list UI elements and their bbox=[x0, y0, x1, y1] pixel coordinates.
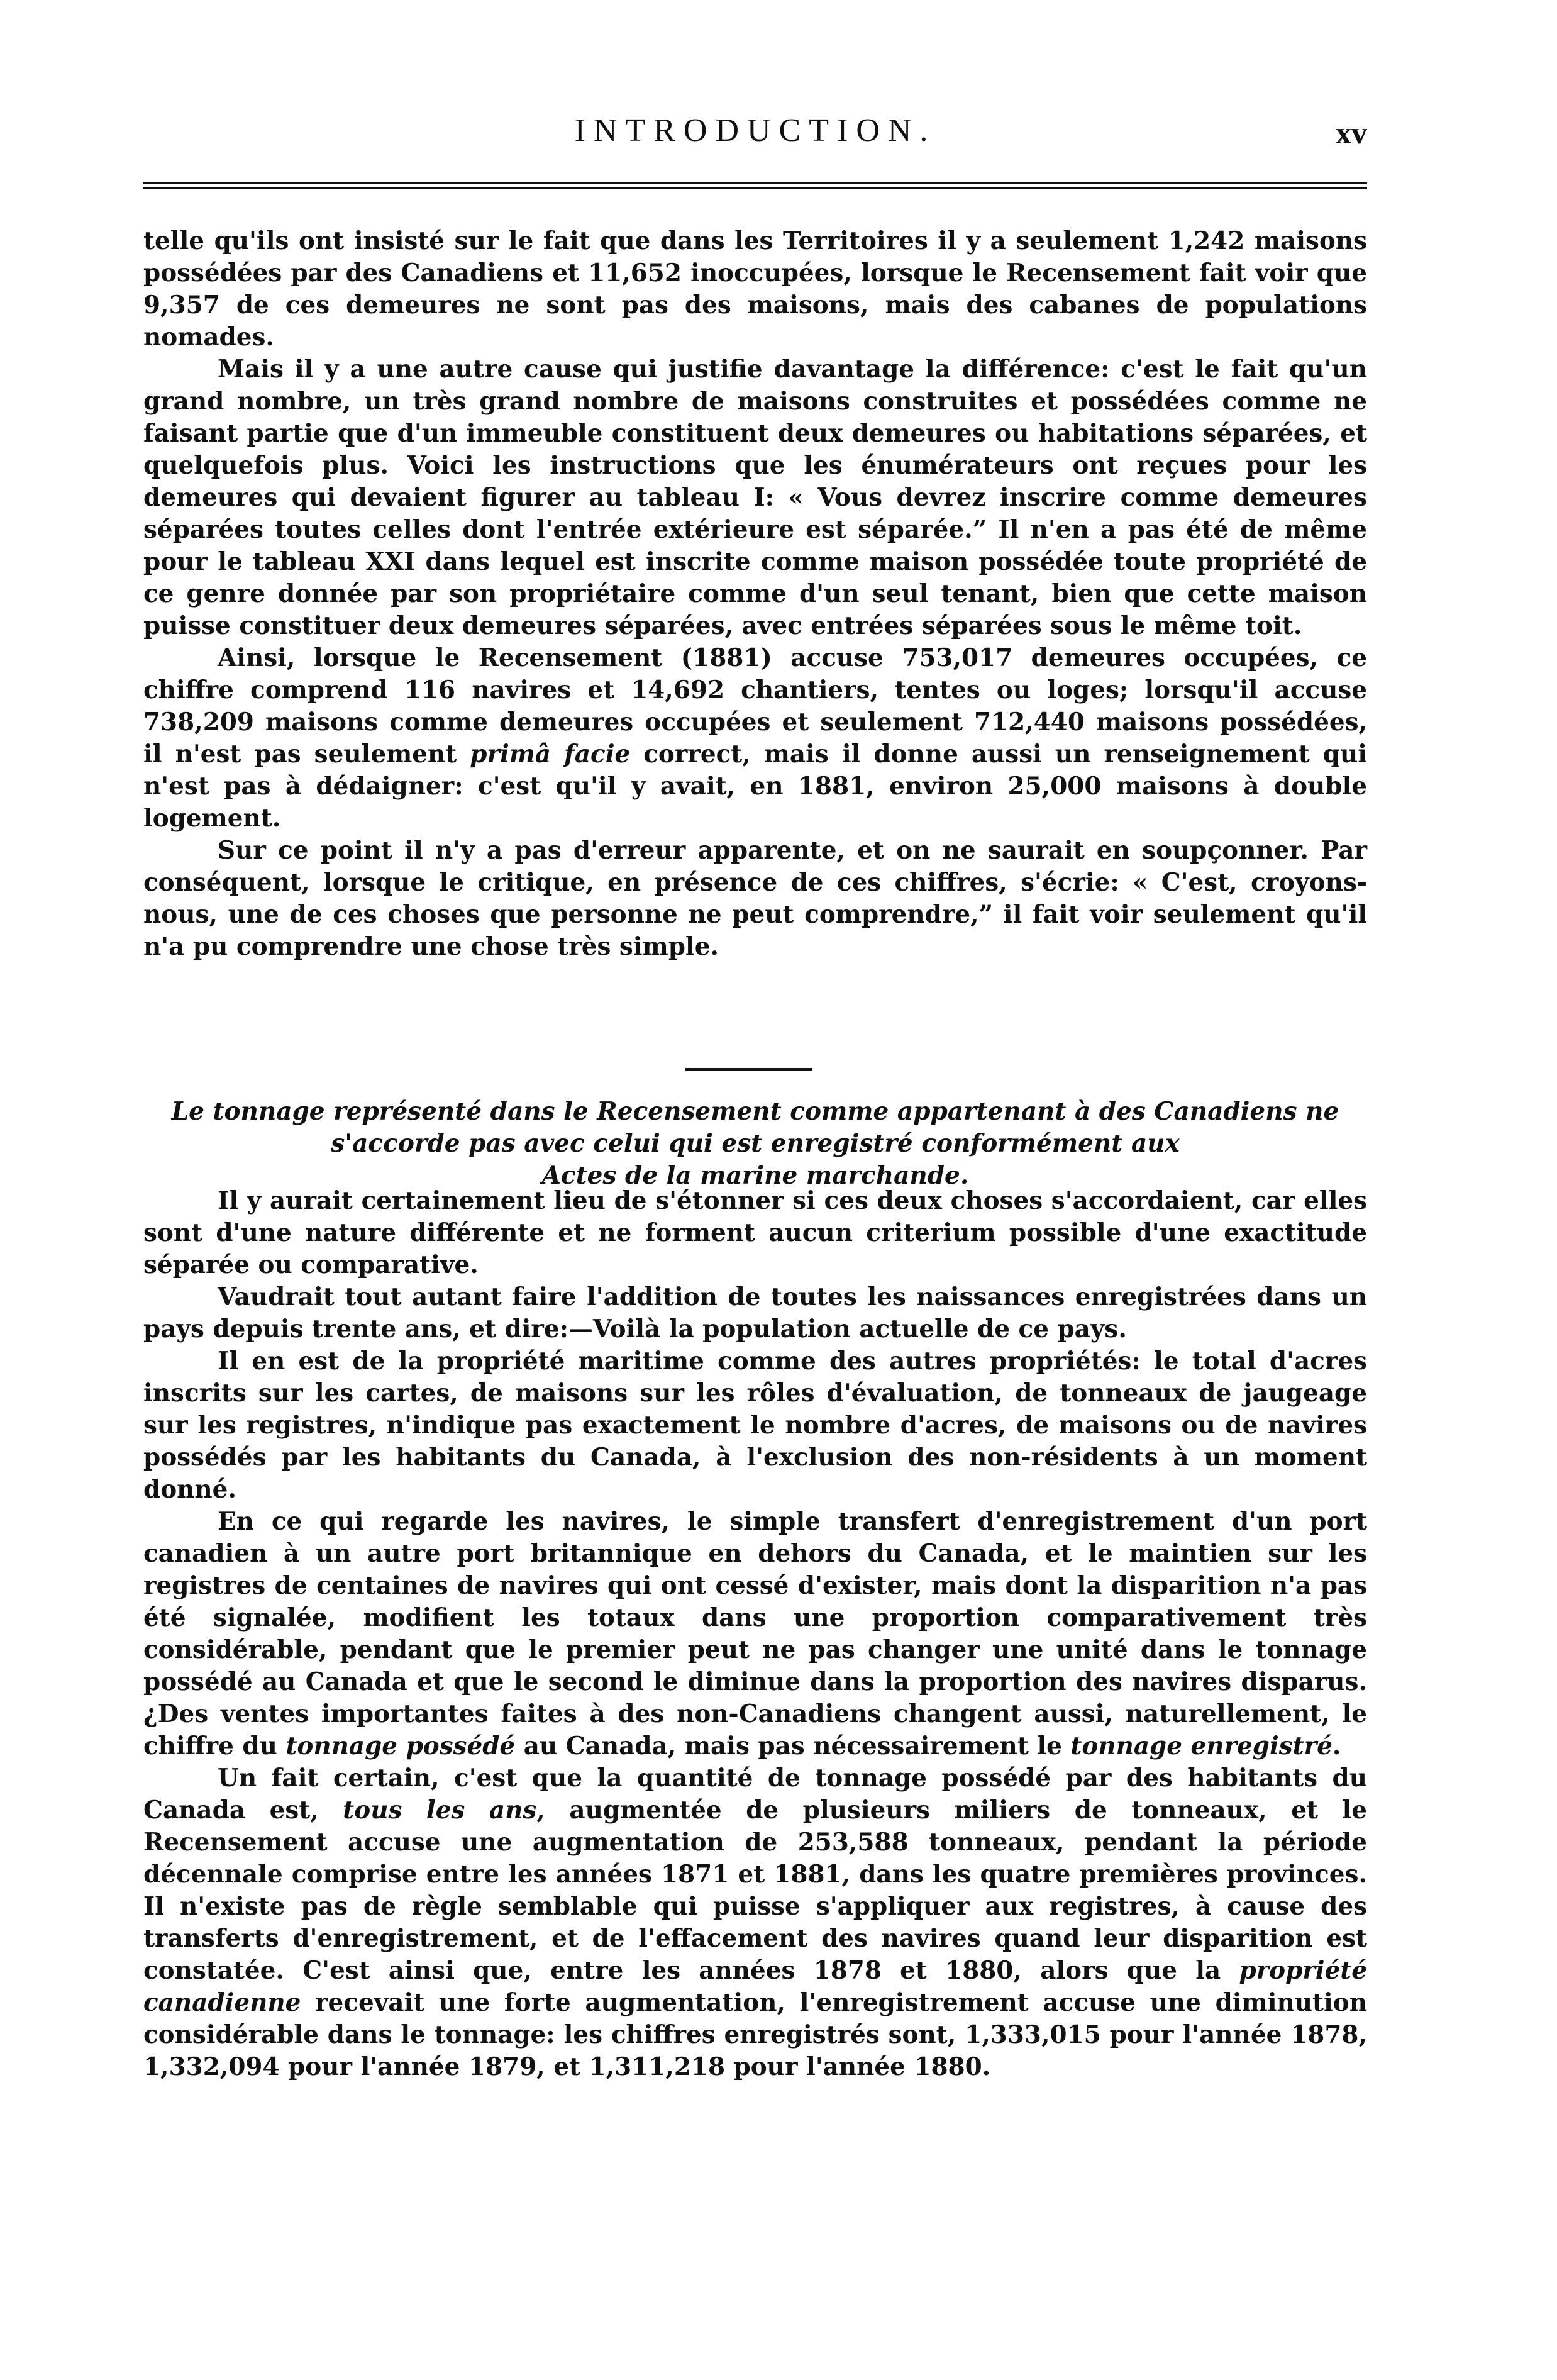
section-paragraph-4: En ce qui regarde les navires, le simple transfert d'enregistrement d'un port canadien à un autre port britannique en dehors du Canada, et le maintien sur les registres de centaines de navires qui ont cessé d'exister, mais dont la disparition n'a pas été signalée, modifient les totaux dans une proportion comparativement très considérable, pendant que le premier peut ne pas changer une unité dans le tonnage possédé au Canada et que le second le diminue dans la proportion des navires disparus. ¿Des ventes importantes faites à des non-Canadiens changent aussi, naturellement, le chiffre du tonnage possédé au Canada, mais pas nécessairement le tonnage enregistré. bbox=[143, 1507, 1367, 1760]
section-heading-line-3: Actes de la marine marchande. bbox=[541, 1161, 969, 1190]
italic-phrase: propriété canadienne bbox=[143, 1956, 1367, 2017]
page-header bbox=[143, 112, 1367, 162]
italic-phrase: primâ facie bbox=[470, 740, 631, 769]
paragraph-1: telle qu'ils ont insisté sur le fait que dans les Territoires il y a seulement 1,242 maisons possédées par des Canadiens et 11,652 inoccupées, lorsque le Recensement fait voir que 9,357 de ces demeures ne sont pas des maisons, mais des cabanes de populations nomades. bbox=[143, 226, 1367, 352]
section-paragraph-2: Vaudrait tout autant faire l'addition de toutes les naissances enregistrées dans un pays depuis trente ans, et dire:—Voilà la population actuelle de ce pays. bbox=[143, 1282, 1367, 1343]
section-paragraph-5: Un fait certain, c'est que la quantité de tonnage possédé par des habitants du Canada est, tous les ans, augmentée de plusieurs miliers de tonneaux, et le Recensement accuse une augmentation de 253,588 tonneaux, pendant la période décennale comprise entre les années 1871 et 1881, dans les quatre premières provinces. Il n'existe pas de règle semblable qui puisse s'appliquer aux registres, à cause des transferts d'enregistrement, et de l'effacement des navires quand leur disparition est constatée. C'est ainsi que, entre les années 1878 et 1880, alors que la propriété canadienne recevait une forte augmentation, l'enregistrement accuse une diminution considérable dans le tonnage: les chiffres enregistrés sont, 1,333,015 pour l'année 1878, 1,332,094 pour l'année 1879, et 1,311,218 pour l'année 1880. bbox=[143, 1764, 1368, 2081]
paragraph-2: Mais il y a une autre cause qui justifie davantage la différence: c'est le fait qu'un grand nombre, un très grand nombre de maisons construites et possédées comme ne faisant partie que d'un immeuble constituent deux demeures ou habitations séparées, et quelquefois plus. Voici les instructions que les énumérateurs ont reçues pour les demeures qui devaient figurer au tableau I: « Vous devrez inscrire comme demeures séparées toutes celles dont l'entrée extérieure est séparée.” Il n'en a pas été de même pour le tableau XXI dans lequel est inscrite comme maison possédée toute propriété de ce genre donnée par son propriétaire comme d'un seul tenant, bien que cette maison puisse constituer deux demeures séparées, avec entrées séparées sous le même toit. bbox=[143, 355, 1367, 640]
section-divider bbox=[685, 1068, 812, 1071]
page-number: xv bbox=[1336, 115, 1367, 150]
paragraph-3: Ainsi, lorsque le Recensement (1881) accuse 753,017 demeures occupées, ce chiffre comprend 116 navires et 14,692 chantiers, tentes ou loges; lorsqu'il accuse 738,209 maisons comme demeures occupées et seulement 712,440 maisons possédées, il n'est pas seulement primâ facie correct, mais il donne aussi un renseignement qui n'est pas à dédaigner: c'est qu'il y avait, en 1881, environ 25,000 maisons à double logement. bbox=[143, 643, 1367, 833]
section-heading-line-1: Le tonnage représenté dans le Recensement comme appartenant à des Canadiens ne bbox=[171, 1097, 1339, 1126]
section-heading bbox=[143, 1096, 1367, 1192]
section-paragraph-3: Il en est de la propriété maritime comme des autres propriétés: le total d'acres inscrits sur les cartes, de maisons sur les rôles d'évaluation, de tonneaux de jaugeage sur les registres, n'indique pas exactement le nombre d'acres, de maisons ou de navires possédés par les habitants du Canada, à l'exclusion des non-résidents à un moment donné. bbox=[143, 1347, 1367, 1504]
paragraph-4: Sur ce point il n'y a pas d'erreur apparente, et on ne saurait en soupçonner. Par conséquent, lorsque le critique, en présence de ces chiffres, s'écrie: « C'est, croyons-nous, une de ces choses que personne ne peut comprendre,” il fait voir seulement qu'il n'a pu comprendre une chose très simple. bbox=[143, 836, 1367, 961]
italic-phrase: tous les ans bbox=[343, 1796, 537, 1825]
header-double-rule bbox=[143, 182, 1367, 189]
running-title: INTRODUCTION. bbox=[574, 113, 936, 148]
section-heading-line-2: s'accorde pas avec celui qui est enregistré conformément aux bbox=[331, 1129, 1180, 1158]
section-paragraph-1: Il y aurait certainement lieu de s'étonner si ces deux choses s'accordaient, car elles sont d'une nature différente et ne forment aucun criterium possible d'une exactitude séparée ou comparative. bbox=[143, 1186, 1367, 1279]
body-section-2 bbox=[143, 1185, 1367, 2083]
italic-phrase: tonnage possédé bbox=[285, 1732, 516, 1760]
italic-phrase: tonnage enregistré bbox=[1070, 1732, 1333, 1760]
body-section-1 bbox=[143, 225, 1367, 963]
